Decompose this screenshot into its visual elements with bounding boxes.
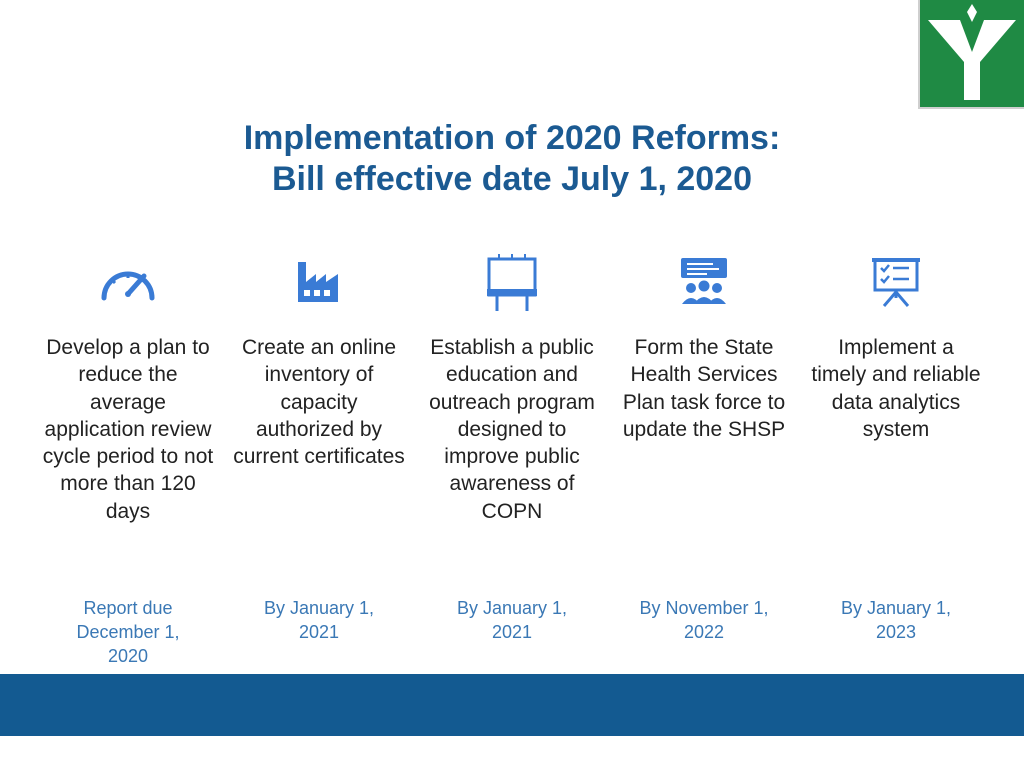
item-due-date-5: By January 1, 2023 [840,598,952,642]
footer-band [0,674,1024,736]
title-line-2: Bill effective date July 1, 2020 [271,160,753,198]
page-title [0,118,1024,200]
item-column-5 [800,254,992,443]
item-description: Establish a public education and outreach program designed to improve public awareness of COPN [429,336,595,523]
item-due-date-4: By November 1, 2022 [639,598,769,642]
logo-mark-icon [920,0,1024,107]
item-description: Form the State Health Services Plan task force to update the SHSP [622,336,786,441]
checklist-board-icon [800,254,992,312]
factory-icon [223,254,415,312]
item-column-4 [608,254,800,443]
item-due-date-3: By January 1, 2021 [456,598,568,642]
item-description: Develop a plan to reduce the average application review cycle period to not more than 120 days [42,336,214,523]
item-column-3 [416,254,608,525]
item-due-date-2: By January 1, 2021 [263,598,375,642]
item-column-1 [32,254,224,525]
item-column-2 [223,254,415,470]
title-line-1: Implementation of 2020 Reforms: [243,119,781,157]
item-description: Create an online inventory of capacity authorized by current certificates [233,336,405,469]
logo [918,0,1024,109]
speedometer-icon [32,254,224,312]
item-description: Implement a timely and reliable data analytics system [811,336,981,441]
team-presentation-icon [608,254,800,312]
item-due-date-1: Report due December 1, 2020 [76,598,180,666]
billboard-icon [416,254,608,312]
